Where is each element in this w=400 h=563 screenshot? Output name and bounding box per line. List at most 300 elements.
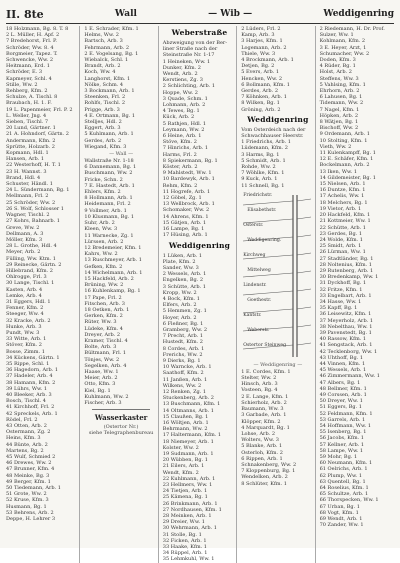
entry-line: Gerdes, Arb. 2 [241,88,278,95]
entry-line: Thiele, Ww. 3 [241,50,276,57]
entry-line: Dreyer, Arb. 2 [84,331,121,338]
entry-line: Bockelmann, Arb. 2 [319,162,370,169]
entry-line: 20 Hackfeld, Kfm. 1 [319,212,371,219]
entry-line: 17 Haltermann, Kfm. 1 [162,432,222,439]
entry-line: Sander, Ww. 3 [162,264,199,271]
entry-line: Gerken, Kfm. 2 [84,313,123,320]
entry-line: 46 Zimmermann, Ww. 1 [319,373,380,380]
entry-line: Prigge, Arb. 3 [84,106,120,113]
entry-line: 2 E. Vogelsang, Bg. 1 [84,50,139,57]
entry-line: Deppe, H. Lehrer 3 [6,516,56,523]
entry-line: Ehlers, Kfm. 2 [84,189,121,196]
entry-line: Steffens, Ww. 3 [319,75,359,82]
cross-street-east-9 [297,343,311,345]
entry-line: Hoppe, Ww. 2 [162,89,198,96]
entry-line: 55 Isenberg, Bg. 1 [319,429,367,436]
entry-line: 14 Gildemeister, Bg. 1 [319,174,376,181]
entry-line: Osterloh, Kfm. 2 [241,449,283,456]
street-heading: Weddigenring [247,114,309,124]
cross-street-east-5 [297,271,311,273]
entry-line: 3 Harjes, Kfm. 1 [241,38,283,45]
entry-line: 27 Kohrs, Bahnarb. 1 [6,218,60,225]
entry-line: 1 Friedrichs, Arb. 1 [241,139,291,146]
entry-line: 5 Rathjen, Hdl. 1 [162,120,207,127]
entry-line: Fitschen, Arb. 3 [84,300,125,307]
entry-line: 7 Bredehorst, Frl. P. [6,38,57,45]
entry-line: 32 Fritze, Kfm. 1 [319,286,363,293]
entry-line: 58 Lampe, Ww. 1 [319,447,364,454]
street-heading: Weddigenring [168,240,231,250]
entry-line: Steenken, Frl. 2 [84,94,126,101]
entry-line: 47 Brunner, Kfm. 4 [6,466,55,473]
entry-line: Kahrs, Ww. 2 [84,251,118,258]
entry-line: 6 Heine, Arb. 1 [162,133,202,140]
entry-line: 47 Albers, Bg. 1 [319,379,361,386]
entry-line: 22 Westerhoff, H. T. 1 [6,162,61,169]
entry-line: Kohlmann, Kfm. 2 [319,38,366,45]
entry-line: Meier, Arb. 2 [84,375,118,382]
cross-street-east-8 [297,325,311,327]
entry-line: 53 Behrens, Arb. 2 [6,509,54,516]
entry-line: 11 Hogrefe, Arb. 1 [162,188,211,195]
entry-line: 7 Köhnken, Arb. 1 [241,94,287,101]
entry-line: 62 Plump, Ww. 1 [319,472,363,479]
entry-line: 33 Witte, Arb. 1 [6,336,47,343]
entry-line: 7 Wöhlke, Kfm. 1 [241,170,285,177]
entry-line: Lohmann, Arb. 2 [162,102,206,109]
entry-line: Lemke, Arb. 4 [6,292,42,299]
entry-line: 42 Spreckels, Arb. 1 [6,410,58,417]
entry-line: Wolters, Ww. 3 [241,437,279,444]
entry-line: Hoyer, Arb. 2 [162,314,197,321]
entry-line: 48 Bellmer, Kfm. 1 [319,385,367,392]
map-street-label: Friedrichstr. [243,192,273,198]
entry-line: Rehberg, Kfm. 2 [6,88,48,95]
entry-line: Schulze, A. Tischl. 8 [6,94,58,101]
entry-line: 16 Kuhlenkamp, Bg. 1 [84,288,141,295]
entry-line: 46 Drewes, Ww. 2 [6,460,52,467]
entry-line: Kramer, Tischl. 4 [84,337,128,344]
entry-line: 3 Garbade, Arb. 1 [241,412,287,419]
entry-line: Hillebrand, Kfm. 2 [6,267,53,274]
entry-line: 44 Bünte, Arb. 2 [6,441,48,448]
entry-line: 45 Wessels, Arb. 1 [319,367,367,374]
entry-line: 25 Smidt, Arb. 1 [319,243,362,250]
entry-line: 5 Schmidt, Arb. 1 [241,157,286,164]
entry-line: 10 Stolting, Kfm. 1 [319,137,368,144]
entry-line: 8 Wilken, Bg. 1 [241,100,280,107]
entry-line: 37 Hadeler, Arb. 4 [6,373,53,380]
entry-line: 37 Meyerholz, Arb. 1 [319,317,374,324]
entry-line: 14 Ahrens, Kfm. 1 [162,213,209,220]
entry-line: 35 Kapff, Bg. 1 [319,305,358,312]
map-street-label: Osterstr. [243,222,264,228]
entry-line: 15 Hackfeld, Arb. 2 [84,275,134,282]
street-map [241,191,314,361]
directory-columns [6,26,394,563]
cross-street-east-6 [297,289,311,291]
entry-line: 40 Bleeker, Arb. 3 [6,391,52,398]
entry-line: 17 Achelis, Ww. 1 [319,193,365,200]
entry-line: 30 Lange, Tischl. 1 [6,280,55,287]
entry-line: 7 E. Hastedt, Arb. 1 [84,182,135,189]
entry-line: Greve, Ww. 2 [6,224,40,231]
entry-line: Schwencke, Ww. 2 [6,57,54,64]
column-5 [320,26,394,563]
cross-street-east-3 [297,235,311,237]
entry-line: 51 Grote, Ww. 2 [6,491,47,498]
entry-line: 9 Ordemann, Arb. 1 [319,131,370,138]
entry-line: Braubach, H. 1. F. [6,100,52,107]
entry-line: 53 Garrels, Arb. 1 [319,416,366,423]
entry-line: Hinsch, Arb. 3 [241,381,278,388]
entry-line: 70 Zander, Ww. 1 [319,522,364,529]
cross-street-east-4 [297,253,311,255]
entry-line: 2 Schlichting, Arb. 1 [162,83,216,90]
entry-line: Stuckenberg, Arb. 2 [162,395,214,402]
cross-street-east-1 [297,199,311,201]
entry-line: 4 Tewes, Bg. 1 [162,108,200,115]
entry-line: Bosse, Zimm. 1 [6,348,45,355]
entry-line: Koch, Ww. 4 [84,69,116,76]
entry-line: Nölke, Schm. 4 [84,81,124,88]
entry-line: 10 Bardewyk, Arb. 1 [162,176,215,183]
entry-line: 26 Brinkmann, Arb. 1 [162,500,218,507]
entry-line: Fenner, Kfm. 2 [6,305,44,312]
entry-line: 5 Blanke, Arb. 1 [241,443,283,450]
entry-line: 65 Schultze, Arb. 1 [319,491,369,498]
entry-line: 68 Vogt, Kfm. 1 [319,509,359,516]
entry-line: Husmann, Bg. 1 [6,503,47,510]
entry-line: Stöver, Kfm. 2 [6,342,42,349]
entry-line: 48 Meinke, Bg. 3 [6,472,50,479]
entry-line: 20 Lund, Gärtner. 1 [6,125,56,132]
entry-line: Schröder, Ww. 8. 4 [6,44,54,51]
entry-line: Wiebalck, Schl. 1 [84,57,129,64]
map-street-label: Weddigenring. [247,237,282,243]
entry-line: 64 Roselius, Kfm. 1 [319,485,369,492]
entry-line: Tönjes, Ww. 2 [84,356,120,363]
entry-line: Helms, Ww. 2 [84,32,119,39]
entry-line: 11 Janßen, Arb. 1 [162,376,208,383]
entry-line: 19 L. Papenmeier, Frl. P. 2 [6,106,73,113]
entry-line: Sprütte, Holzarb. 2 [6,143,55,150]
entry-line: 2 Lüders, Frl. 2 [241,26,281,32]
entry-line: 6 Lahusen, Bg. 1 [319,94,363,101]
map-street-label: Weberstr. [247,327,270,333]
entry-line: Stelljes, Hdl. 2 [84,119,122,126]
entry-line: 5 Vahlsing, Kfm. 1 [319,81,366,88]
entry-line: 12 Renken, Zg. 1 [162,388,207,395]
entry-line: 38 Hamann, Kfm. 2 [6,379,56,386]
entry-line: 10 Warncke, Arb. 1 [162,364,212,371]
entry-line: 26 Lürman, Ww. 1 [319,249,366,256]
entry-line: Schomaker, Ww. 2 [162,207,210,214]
entry-line: Harms, Frl. 2 [162,151,197,158]
entry-line: Lüdemann, Kfm. 2 [241,145,288,152]
entry-line: Stöve, Kfm. 2 [162,139,197,146]
entry-line: 7 Nagel, Kfm. 1 [319,106,360,113]
entry-line: Wagner, Tischl. 2 [6,212,50,219]
entry-line: 12 E. Schäfer, Kfm. 1 [319,156,374,163]
box-subtext: (Ostertor Nr.) [103,424,139,431]
entry-line: 7 Kloppenburg, Bg. 1 [241,468,296,475]
entry-line: Fehrmann, Arb. 2 [84,44,130,51]
map-street-label: Lindenstr. [243,282,267,288]
entry-line: Suhr, Arb. 2 [84,220,115,227]
entry-line: 36 Hagedorn, Arb. 1 [6,367,59,374]
entry-line: Kamp, Arb. 3 [241,32,275,39]
entry-line: 3 Bockmann, Arb. 1 [84,88,135,95]
entry-line: Schierholz, Arb. 2 [241,399,287,406]
entry-line: 7 Precht, Arb. 1 [162,333,204,340]
entry-line: 21 Kottmeier, Ww. 1 [319,218,371,225]
entry-line: Ostermann, Zg. 2 [6,429,51,436]
entry-line: 17 Hüsing, Arb. 1 [162,232,208,239]
entry-line: Meyer, Arb. 2 [6,249,41,256]
entry-line: 28 Meinken, Arb. 1 [162,513,212,520]
entry-line: 9 Kuck, Arb. 1 [241,176,278,183]
cross-street-1 [243,201,293,205]
entry-line: Brüning, Ww. 2 [84,282,124,289]
entry-line: 15 Claußen, Bg. 1 [162,413,209,420]
entry-line: 34 Kückens, Gärtn. 1 [6,354,60,361]
entry-line: Rohlfs, Tischl. 2 [84,100,126,107]
entry-line: Wallstraße Nr. 1-18 [84,158,134,165]
entry-line: 12 Göbel, Zg. 1 [162,195,202,202]
entry-line: Segelken, Arb. 4 [84,362,127,369]
entry-line: 27 Nordhausen, Kfm. 1 [162,506,222,513]
entry-line: Sulzer, Ww. 1 [319,32,354,39]
entry-line: 41 Kirchhoff, Frl. 2 [6,404,55,411]
entry-line: 33 Haake, Kfm. 1 [162,544,207,551]
entry-line: 19 Sudmann, Arb. 1 [162,451,214,457]
entry-line: Dunker, Kfm. 2 [162,64,201,71]
entry-line: Kapmeyer, Schl. 4 [6,75,52,82]
header-left-street: Wall [114,9,137,19]
entry-line: Behrmann, Ww. 2 [162,426,208,433]
entry-line: 2 L. Müller, H. Apf. 2 [6,32,60,39]
entry-line: Fülling, Ww. Ktm. 1 [6,255,56,262]
entry-line: Rüter, Ww. 3 [84,319,117,326]
entry-line: 18 Holzmann, Bg. 8. T. 8 [6,26,69,32]
entry-line: Frerichs, Ww. 2 [162,351,203,358]
entry-line: Fischer, Arb. 3 [84,399,122,406]
entry-line: 32 Ficken, Arb. 1 [162,537,207,544]
entry-line: L. Weller, Jng. 4 [6,112,47,119]
entry-line: 51 Eggers, Bg. 1 [319,404,362,411]
entry-line: 23 H. Wannst. 3 [6,168,47,175]
entry-line: 5 Evers, Arb. 1 [241,69,280,76]
entry-line: Kück, Arb. 2 [162,114,195,121]
entry-line: Schuster, Händl. 1 [6,181,53,188]
entry-line: Hunke, Arb. 3 [6,323,42,330]
entry-line: Wendt, Kfm. 2 [162,469,199,476]
entry-line: 7 Hinrichs, Arb. 1 [162,145,209,152]
entry-line: 17 Pape, Frl. 2 [84,294,122,301]
entry-line: Kopmann, Hdl. 1 [6,150,49,157]
entry-line: 1 E. Schrader, Kfm. 1 [84,26,139,32]
entry-line: Gröning, Arb. 2 [241,106,281,113]
entry-line: 19 Vietor, Arb. 1 [319,205,362,212]
entry-line: Eggert, Arb. 3 [84,125,121,132]
entry-line: 69 Wendt, Arb. 1 [319,516,363,523]
entry-line: 4 Marquardt, Bg. 1 [241,424,290,431]
entry-line: Steinstraße Nr. 1-17 [162,52,215,59]
entry-line: 40 Rassow, Kfm. 1 [319,336,367,343]
entry-line: Klöpper, Kfm. 2 [241,418,281,425]
entry-line: 34 Rüppel, Arb. 1 [162,550,208,557]
entry-line: 34 Hasse, Ww. 1 [319,298,362,305]
entry-line: Stelter, Ww. 2 [241,375,277,382]
entry-line: 16 Duntze, Kfm. 1 [319,187,366,194]
entry-line: 14 Oltmanns, Arb. 1 [162,407,214,414]
entry-line: 11 Schnell, Bg. 1 [241,182,285,189]
entry-line: 30 Bredenkamp, Ww. 1 [319,274,379,281]
entry-line: Rehm, Kfm. 2 [162,182,198,189]
entry-line: 25 Kämena, Bg. 1 [162,494,208,501]
entry-line: 56 Jacobs, Kfm. 1 [319,435,364,442]
entry-line: 18 Niemeyer, Arb. 1 [162,438,214,445]
entry-line: 9 Mahlstedt, Ww. 1 [162,170,212,177]
entry-line: 59 Mohr, Bg. 1 [319,454,358,461]
entry-line: Buschmann, Ww. 2 [84,170,133,177]
entry-line: 6 Rippen, Arb. 1 [241,455,283,462]
street-map-lines [241,191,313,361]
entry-line: 50 Dreyer, Ww. 1 [319,398,363,405]
entry-line: 9 Vollmer, Arb. 1 [84,207,127,214]
entry-line: Rödel, Frl. 2 [6,416,38,423]
entry-line: 5 Kuhlmann, Arb. 1 [84,131,134,138]
entry-line: 35 Rippe, Schl. 1 [6,360,50,367]
entry-line: Schröder, E. 3 [6,69,43,76]
entry-line: 41 Sengstack, Arb. 1 [319,342,373,349]
entry-line: 24 Tietjen, Arb. 1 [162,488,208,495]
entry-line: 1 Lüken, Arb. 1 [162,252,203,259]
entry-line: 6 Fleßner, Bg. 1 [162,320,204,327]
entry-line: 4 Bock, Kfm. 1 [162,295,200,302]
entry-line: 60 Neumann, Kfm. 1 [319,460,373,467]
entry-line: Kerstiens, Zg. 3 [162,77,203,84]
entry-line: Ehrhorn, Arb. 2 [319,88,360,95]
entry-line: 8 Cordes, Arb. 1 [162,345,205,352]
column-2 [84,26,158,563]
entry-line: 8 Wätjen, Bg. 1 [319,119,359,126]
entry-line: 39 Lührs, Ww. 1 [6,385,48,392]
entry-line: 6 Dannemann, Bg. 1 [84,164,137,171]
entry-line: 3 Harms, Bg. 1 [241,151,280,158]
separator-label: — Wall — [109,151,134,158]
entry-line: Köster, Arb. 2 [162,164,198,171]
entry-line: Kuhlmann, Ww. 2 [84,393,129,400]
entry-line: 35 Lehmkuhl, Ww. 1 [162,556,215,563]
entry-line: 29 Rutenberg, Arb. 1 [319,267,374,274]
entry-line: Otto, Kfm. 3 [84,381,116,388]
entry-line: 16 Lampe, Bg. 1 [162,226,205,233]
entry-line: 10 Klusmann, Bg. 1 [84,213,135,220]
entry-line: Bartsch, Arb. 3 [84,38,123,45]
street-heading: Weberstraße [171,28,228,37]
entry-line: Baumann, Ww. 3 [241,406,284,413]
entry-line: 22 Kuhlmann, Arb. 1 [162,475,216,482]
entry-line: Vieth, Ww. 2 [319,143,352,150]
entry-line: 23 Gerdes, Bg. 1 [319,230,363,237]
entry-line: Langhorst, Kfm. 1 [84,75,131,82]
entry-line: Heitmann, Erd. 1 [6,63,50,70]
entry-line: Holst, Arb. 2 [319,69,352,76]
entry-line: Ohlrogge, Frl. 3 [6,274,47,281]
entry-line: Bolte, Arb. 3 [84,344,117,351]
entry-line: 49 Corssen, Arb. 1 [319,391,367,398]
entry-line: 23 Hellmers, Ww. 1 [162,482,213,489]
entry-line: 4 Rüder, Bg. 1 [319,63,356,70]
entry-line: 12 Bredemeier, Kfm. 1 [84,244,142,251]
entry-line: Hansen, Arb. 1 [6,156,45,163]
map-street-label: Mittelweg [247,267,271,273]
entry-line: Pundt, Ww. 3 [6,329,40,336]
entry-line: 1 E. Cordes, Kfm. 1 [241,368,291,375]
entry-line: Sieben, Tischl. 7 [6,119,49,126]
entry-line: 50 Tiedemann, Arb. 1 [6,485,61,492]
entry-line: Rohde, Ww. 2 [241,164,276,171]
entry-line: 39 Pavenstedt, Bg. 1 [319,329,372,336]
entry-line: 2 Riedemann, H. Dr. Prof. [319,26,385,32]
entry-line: 52 Feldmann, Kfm. 1 [319,410,373,417]
entry-line: Doden, Kfm. 3 [319,57,356,64]
map-street-label: Ostertor Steinweg [243,342,287,348]
entry-line: Vom Osterdeich nach der [241,126,306,133]
header-right-street: Weddigenring [323,9,394,19]
entry-line: 14 Wichelmann, Arb. 1 [84,269,143,276]
entry-line: 13 Ruschmeyer, Arb. 1 [84,257,142,264]
entry-line: Hustedt, Kfm. 2 [162,339,203,346]
entry-line: Borgmeier, Tapez. T. [6,50,58,57]
entry-line: 33 Engelbart, Arb. 1 [319,292,372,299]
entry-line: 13 Buschmann, Kfm. 1 [162,401,221,408]
entry-line: 31 Stolle, Bg. 1 [162,531,202,538]
entry-line: Heidemann, Frl. 2 [84,201,131,208]
entry-line: Andermann, Kfm. 2 [6,137,56,144]
entry-line: 44 Vinnen, Kfm. 1 [319,360,366,367]
entry-line: 26 S. Wolf, Schlosser 1 [6,205,64,212]
entry-line: Lohse, Arb. 2 [241,430,276,437]
entry-line: Dellmann, A. 3 [6,230,44,237]
entry-line: Gerdes, Arb. 2 [84,137,122,144]
entry-line: 30 Wehrmann, Arb. 1 [162,525,217,532]
entry-line: 61 Oelrichs, Arb. 1 [319,466,368,473]
entry-line: 15 Gätjen, Arb. 1 [162,219,207,226]
entry-line: Höpken, Arb. 2 [319,112,359,119]
box-heading: Wasserkaster [94,413,148,423]
entry-line: 22 Schütte, Arb. 1 [319,224,366,231]
entry-line: 38 Nebelthau, Ww. 1 [319,323,373,330]
entry-line: 13 Iken, Ww. 1 [319,168,358,175]
entry-line: 49 Berger, Kfm. 1 [6,478,51,485]
entry-line: Elfers, Arb. 2 [162,302,197,309]
entry-line: Logemann, Arb. 2 [241,44,287,51]
entry-line: 21 A. Hohndorf, Gärtn. 2 [6,131,69,138]
entry-line: Stille, Ww. 2 [6,81,38,88]
entry-line: 13 Wellbrock, Arb. 1 [162,201,215,208]
entry-line: Bosch, Tischl. 4 [6,398,46,405]
entry-line: Brandt, Arb. 2 [84,63,121,70]
entry-line: 25 Schröder, Ww. 2 [6,199,56,206]
box-subtext: siehe Telegraphenbureau [88,430,154,437]
map-street-label: Goethestr. [247,297,272,303]
column-4 [241,26,315,563]
entry-line: Gefken, Kfm. 2 [84,263,123,270]
entry-line: Mellmann, Frl. 2 [6,193,49,200]
